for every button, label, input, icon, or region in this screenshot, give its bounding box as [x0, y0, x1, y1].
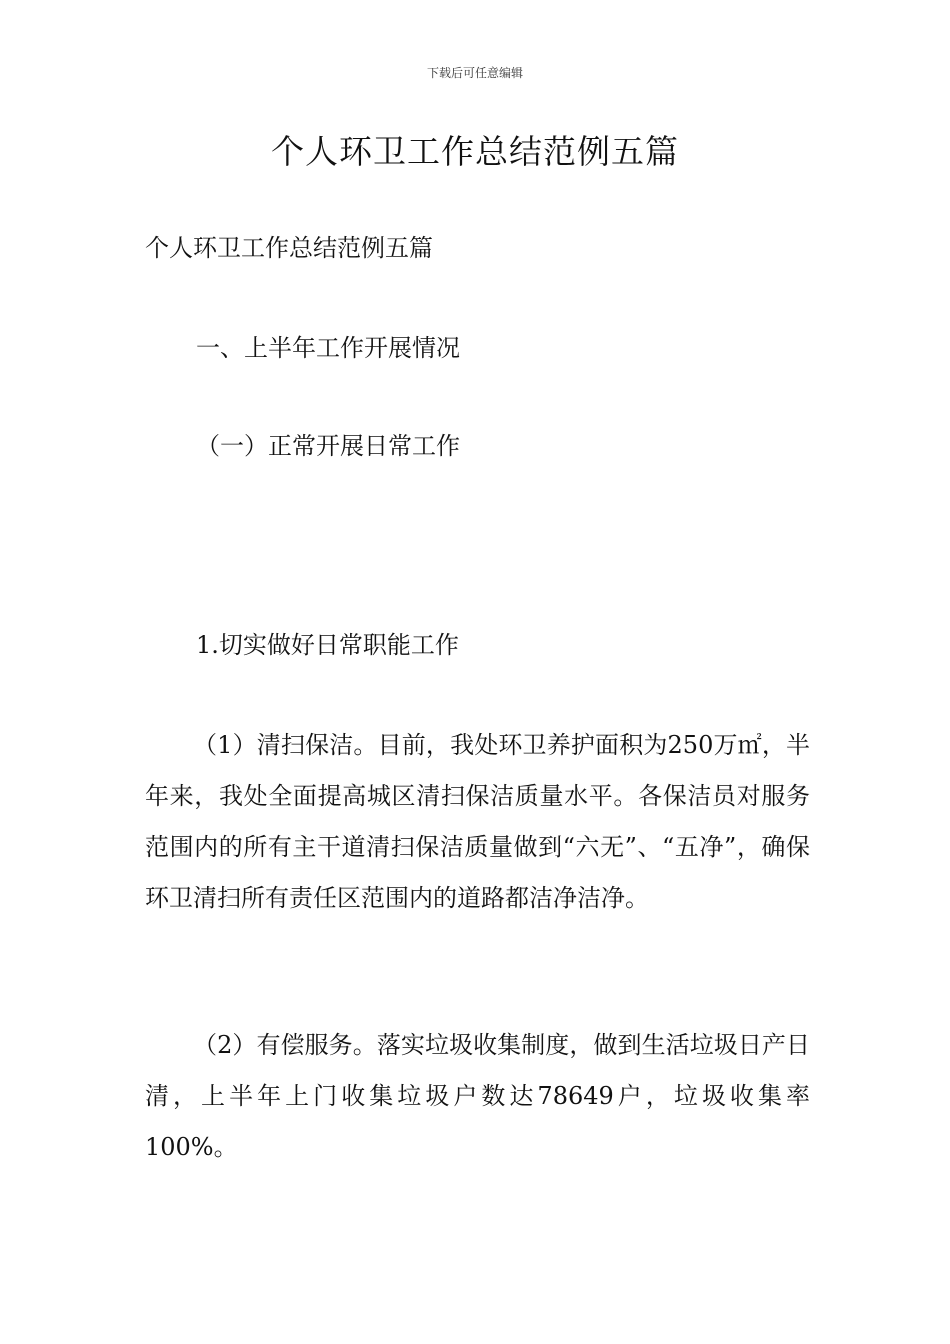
- paragraph-paid-service: （2）有偿服务。落实垃圾收集制度，做到生活垃圾日产日清，上半年上门收集垃圾户数达78649户，垃圾收集率100%。: [145, 1031, 810, 1161]
- section-heading: 一、上半年工作开展情况: [196, 334, 460, 362]
- document-title: 个人环卫工作总结范例五篇: [271, 132, 679, 171]
- document-subtitle: 个人环卫工作总结范例五篇: [145, 234, 433, 262]
- paragraph-cleaning: （1）清扫保洁。目前，我处环卫养护面积为250万㎡，半年来，我处全面提高城区清扫保洁质量水平。各保洁员对服务范围内的所有主干道清扫保洁质量做到“六无”、“五净”，确保环卫清扫所有责任区范围内的道路都洁净洁净。: [145, 731, 810, 912]
- subsection-heading: （一）正常开展日常工作: [196, 432, 460, 460]
- header-note: 下载后可任意编辑: [426, 66, 523, 80]
- item-heading: 1.切实做好日常职能工作: [196, 631, 459, 659]
